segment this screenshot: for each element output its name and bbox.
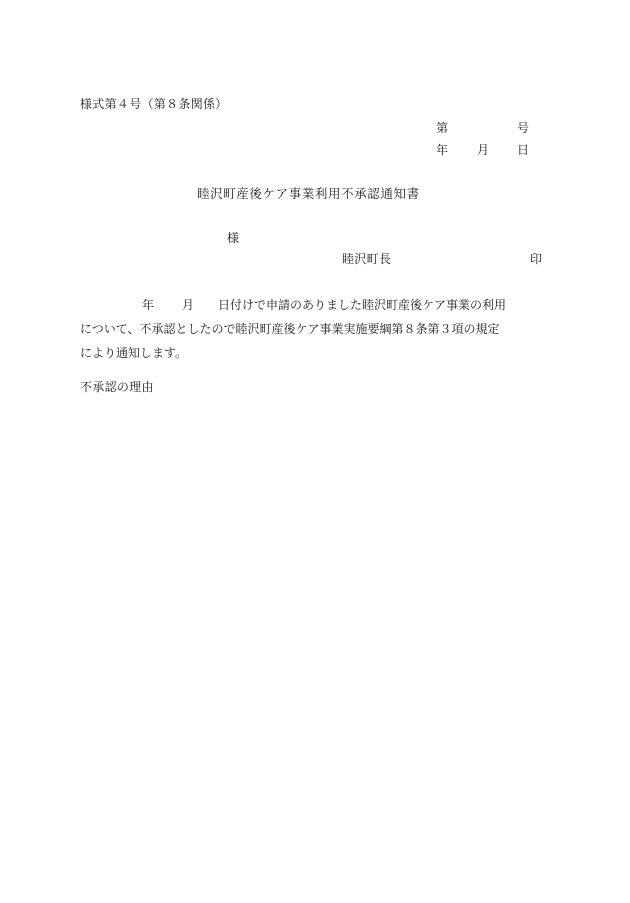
document-number-suffix: 号 xyxy=(517,121,530,135)
date-day-label: 日 xyxy=(517,143,530,157)
seal-mark: 印 xyxy=(530,252,543,266)
notice-body-line-3: により通知します。 xyxy=(80,346,188,360)
body-line-1-text: 日付けで申請のありました睦沢町産後ケア事業の利用 xyxy=(218,298,507,312)
notice-body-line-1 xyxy=(80,293,550,317)
date-month-label: 月 xyxy=(477,143,490,157)
issuer-name: 睦沢町長 xyxy=(342,252,392,266)
notice-body xyxy=(80,293,550,365)
body-year-label: 年 xyxy=(142,298,155,312)
document-title: 睦沢町産後ケア事業利用不承認通知書 xyxy=(197,186,420,201)
date-year-label: 年 xyxy=(436,143,449,157)
form-label: 様式第４号（第８条関係） xyxy=(80,97,228,111)
body-month-label: 月 xyxy=(182,298,195,312)
document-number-prefix: 第 xyxy=(436,121,449,135)
reason-heading: 不承認の理由 xyxy=(80,380,154,394)
notice-body-line-2: について、不承認としたので睦沢町産後ケア事業実施要綱第８条第３項の規定 xyxy=(80,322,500,336)
recipient-suffix: 様 xyxy=(227,231,240,245)
